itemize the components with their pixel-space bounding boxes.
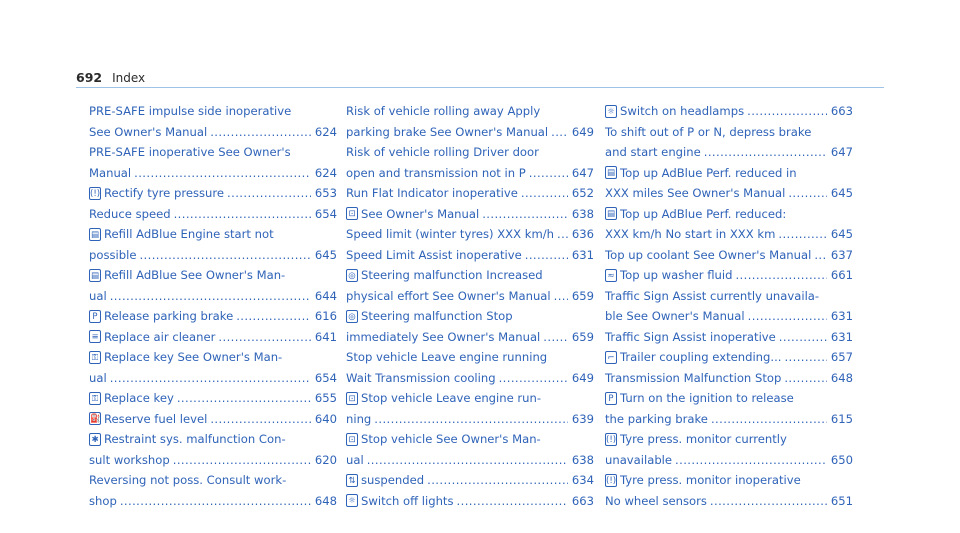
index-entry-text — [89, 470, 337, 491]
dot-leader — [457, 491, 568, 512]
entry-text: Replace key See Owner's Man- — [104, 350, 283, 364]
entry-text: Steering malfunction Increased — [361, 268, 543, 282]
index-entry-text — [346, 429, 594, 450]
entry-text: suspended — [361, 473, 425, 487]
page-reference[interactable]: 639 — [571, 411, 594, 426]
adblue-icon: ▤ — [90, 229, 100, 240]
index-entry-text — [346, 142, 594, 163]
entry-text: unavailable — [605, 452, 673, 467]
page-reference[interactable]: 663 — [830, 104, 853, 118]
dot-leader — [814, 245, 827, 266]
page-reference[interactable]: 631 — [571, 247, 594, 262]
steering-icon: ◎ — [346, 269, 358, 282]
tyre-pressure-icon: (!) — [90, 188, 101, 199]
entry-text: ning — [346, 411, 372, 426]
page-reference[interactable]: 659 — [571, 288, 594, 303]
page-reference[interactable]: 654 — [314, 370, 337, 385]
entry-text: Top up coolant See Owner's Manual — [605, 247, 812, 262]
entry-text: Speed Limit Assist inoperative — [346, 247, 522, 262]
page-reference[interactable]: 649 — [571, 124, 594, 139]
entry-text: Risk of vehicle rolling Driver door — [346, 145, 539, 159]
entry-text: Steering malfunction Stop — [361, 309, 513, 323]
dot-leader — [374, 409, 568, 430]
dot-leader — [110, 368, 311, 389]
index-entry-link[interactable] — [89, 491, 337, 512]
page-reference[interactable]: 645 — [830, 186, 853, 200]
page-reference[interactable]: 649 — [571, 370, 594, 385]
index-entry-text — [346, 388, 594, 409]
index-entry-text — [605, 122, 853, 143]
page-reference[interactable]: 631 — [830, 329, 853, 344]
dot-leader — [551, 122, 568, 143]
index-entry-link[interactable] — [89, 122, 337, 143]
entry-text: Top up washer fluid — [620, 268, 733, 282]
dot-leader — [710, 491, 827, 512]
dot-leader — [784, 347, 826, 368]
vehicle-icon: ⊡ — [346, 433, 358, 446]
index-entry-link[interactable] — [605, 245, 853, 266]
page-reference[interactable]: 648 — [830, 370, 853, 385]
page-reference[interactable]: 653 — [314, 186, 337, 200]
index-entry-link[interactable] — [346, 163, 594, 184]
entry-text: Speed limit (winter tyres) XXX km/h — [346, 227, 554, 241]
entry-text: Top up AdBlue Perf. reduced: — [620, 206, 787, 221]
dot-leader — [139, 245, 310, 266]
dot-leader — [210, 409, 311, 430]
index-entry-text — [605, 204, 853, 225]
index-entry-link[interactable] — [89, 368, 337, 389]
entry-text: See Owner's Manual — [361, 206, 480, 221]
page-reference[interactable]: 637 — [830, 247, 853, 262]
index-entry-link[interactable] — [605, 450, 853, 471]
page-reference[interactable]: 640 — [314, 411, 337, 426]
tyre-pressure-icon: (!) — [606, 434, 617, 445]
page-reference[interactable]: 652 — [571, 186, 594, 200]
dot-leader — [747, 101, 827, 122]
page-reference[interactable]: 634 — [571, 473, 594, 487]
dot-leader — [227, 183, 311, 204]
index-entry-link[interactable] — [89, 183, 337, 204]
entry-text: Stop vehicle Leave engine run- — [361, 391, 542, 405]
dot-leader — [711, 409, 827, 430]
entry-text: Rectify tyre pressure — [104, 186, 225, 200]
entry-text: ual — [89, 370, 107, 385]
entry-text: ual — [346, 452, 364, 467]
index-entry-link[interactable] — [605, 142, 853, 163]
index-entry-text — [605, 286, 853, 307]
index-entry-link[interactable] — [605, 183, 853, 204]
page-reference[interactable]: 638 — [571, 206, 594, 221]
washer-fluid-icon: ≈ — [605, 269, 617, 282]
dot-leader — [210, 122, 311, 143]
dot-leader — [236, 306, 311, 327]
dot-leader — [120, 491, 311, 512]
index-entry-link[interactable] — [89, 409, 337, 430]
index-entry-text — [346, 306, 594, 327]
dot-leader — [778, 224, 826, 245]
index-entry-link[interactable] — [605, 368, 853, 389]
dot-leader — [177, 388, 311, 409]
fuel-icon: ⛽ — [90, 414, 101, 425]
index-entry-text — [89, 429, 337, 450]
index-entry-link[interactable] — [605, 306, 853, 327]
entry-text: XXX km/h No start in XXX km — [605, 227, 776, 241]
page-reference[interactable]: 648 — [314, 493, 337, 508]
page-reference[interactable]: 663 — [571, 493, 594, 508]
entry-text: parking brake See Owner's Manual — [346, 124, 549, 139]
entry-text: physical effort See Owner's Manual — [346, 288, 551, 303]
dot-leader — [788, 183, 827, 204]
page-reference[interactable]: 645 — [830, 227, 853, 241]
entry-text: sult workshop — [89, 452, 170, 467]
entry-text: Run Flat Indicator inoperative — [346, 186, 518, 200]
dot-leader — [529, 163, 568, 184]
index-entry-link[interactable] — [605, 265, 853, 286]
entry-text: Reversing not poss. Consult work- — [89, 473, 287, 487]
entry-text: Reserve fuel level — [104, 411, 208, 426]
page-reference[interactable]: 647 — [571, 165, 594, 180]
dot-leader — [173, 450, 311, 471]
page-reference[interactable]: 624 — [314, 124, 337, 139]
index-entry-text — [89, 224, 337, 245]
index-entry-link[interactable] — [346, 122, 594, 143]
dot-leader — [134, 163, 311, 184]
dot-leader — [218, 327, 310, 348]
key-icon: ⚿ — [89, 351, 101, 364]
index-column-1 — [89, 101, 337, 511]
index-column-2 — [346, 101, 594, 511]
section-label: Index — [112, 71, 146, 85]
entry-text: Traffic Sign Assist currently unavaila- — [605, 288, 820, 303]
adblue-icon: ▤ — [606, 168, 616, 179]
page-reference[interactable]: 624 — [314, 165, 337, 180]
dot-leader — [704, 142, 827, 163]
index-entry-link[interactable] — [605, 101, 853, 122]
adblue-icon: ▤ — [606, 209, 616, 220]
index-entry-text — [89, 101, 337, 122]
dot-leader — [748, 306, 827, 327]
dot-leader — [543, 327, 568, 348]
entry-text: Switch on headlamps — [620, 104, 745, 118]
index-entry-link[interactable] — [89, 163, 337, 184]
index-entry-link[interactable] — [89, 286, 337, 307]
entry-text: Switch off lights — [361, 493, 454, 508]
index-entry-link[interactable] — [346, 204, 594, 225]
index-entry-link[interactable] — [346, 368, 594, 389]
entry-text: Replace key — [104, 391, 174, 405]
parking-brake-icon: P — [89, 310, 101, 323]
entry-text: PRE-SAFE impulse side inoperative — [89, 104, 292, 118]
dot-leader — [427, 470, 568, 491]
index-entry-text — [605, 470, 853, 491]
restraint-icon: ✱ — [89, 433, 101, 446]
index-entry-link[interactable] — [89, 306, 337, 327]
index-entry-link[interactable] — [605, 347, 853, 368]
entry-text: PRE-SAFE inoperative See Owner's — [89, 145, 291, 159]
entry-text: the parking brake — [605, 411, 708, 426]
index-entry-link[interactable] — [346, 470, 594, 491]
entry-text: and start engine — [605, 145, 701, 159]
entry-text: Reduce speed — [89, 206, 171, 221]
index-entry-link[interactable] — [89, 388, 337, 409]
entry-text: Tyre press. monitor currently — [620, 432, 787, 446]
page-number: 692 — [76, 70, 103, 85]
adblue-icon: ▤ — [90, 270, 100, 281]
parking-brake-icon: P — [605, 392, 617, 405]
entry-text: Traffic Sign Assist inoperative — [605, 329, 776, 344]
page-reference[interactable]: 615 — [830, 411, 853, 426]
entry-text: Tyre press. monitor inoperative — [620, 473, 801, 487]
page-reference[interactable]: 661 — [830, 268, 853, 282]
page-reference[interactable]: 616 — [314, 309, 337, 323]
page-reference[interactable]: 659 — [571, 329, 594, 344]
header-divider — [76, 87, 884, 88]
index-entry-link[interactable] — [89, 450, 337, 471]
lights-icon: ☼ — [346, 494, 358, 507]
page-reference[interactable]: 641 — [314, 329, 337, 344]
index-entry-text — [89, 347, 337, 368]
page-reference[interactable]: 655 — [314, 391, 337, 405]
page-reference[interactable]: 636 — [571, 227, 594, 241]
vehicle-icon: ⊡ — [346, 207, 358, 220]
steering-icon: ◎ — [346, 310, 358, 323]
page-reference[interactable]: 657 — [830, 350, 853, 364]
entry-text: See Owner's Manual — [89, 124, 208, 139]
dot-leader — [557, 224, 568, 245]
index-entry-link[interactable] — [89, 245, 337, 266]
index-entry-link[interactable] — [605, 491, 853, 512]
page-reference[interactable]: 644 — [314, 288, 337, 303]
dot-leader — [525, 245, 568, 266]
suspension-icon: ⇅ — [346, 474, 358, 487]
page-reference[interactable]: 651 — [830, 493, 853, 508]
page-reference[interactable]: 645 — [314, 247, 337, 262]
dot-leader — [174, 204, 311, 225]
page-reference[interactable]: 654 — [314, 206, 337, 221]
entry-text: Refill AdBlue Engine start not — [104, 227, 274, 241]
index-entry-link[interactable] — [89, 327, 337, 348]
index-entry-text — [346, 101, 594, 122]
entry-text: XXX miles See Owner's Manual — [605, 186, 786, 200]
entry-text: Top up AdBlue Perf. reduced in — [620, 165, 797, 180]
index-entry-link[interactable] — [346, 450, 594, 471]
index-entry-link[interactable] — [346, 491, 594, 512]
index-entry-text — [346, 347, 594, 368]
entry-text: Release parking brake — [104, 309, 234, 323]
entry-text: Replace air cleaner — [104, 329, 216, 344]
dot-leader — [735, 265, 826, 286]
dot-leader — [499, 368, 568, 389]
index-entry-text — [605, 163, 853, 184]
index-entry-link[interactable] — [346, 327, 594, 348]
dot-leader — [554, 286, 568, 307]
index-entry-text — [89, 142, 337, 163]
lights-icon: ☼ — [605, 105, 617, 118]
page-reference[interactable]: 631 — [830, 309, 853, 323]
entry-text: Stop vehicle Leave engine running — [346, 350, 548, 364]
trailer-icon: ⌐ — [605, 351, 617, 364]
entry-text: Manual — [89, 165, 132, 180]
dot-leader — [521, 183, 568, 204]
dot-leader — [482, 204, 568, 225]
entry-text: Stop vehicle See Owner's Man- — [361, 432, 541, 446]
entry-text: shop — [89, 493, 117, 508]
page-reference[interactable]: 638 — [571, 452, 594, 467]
dot-leader — [675, 450, 827, 471]
dot-leader — [110, 286, 311, 307]
entry-text: Refill AdBlue See Owner's Man- — [104, 268, 286, 282]
page-header — [76, 70, 145, 85]
air-filter-icon: ≡ — [89, 330, 101, 343]
dot-leader — [784, 368, 827, 389]
tyre-pressure-icon: (!) — [606, 475, 617, 486]
index-entry-link[interactable] — [89, 204, 337, 225]
page-reference[interactable]: 647 — [830, 145, 853, 159]
index-entry-text — [605, 429, 853, 450]
index-entry-link[interactable] — [605, 327, 853, 348]
page-reference[interactable]: 650 — [830, 452, 853, 467]
index-entry-text — [89, 265, 337, 286]
index-entry-link[interactable] — [605, 224, 853, 245]
key-icon: ⚿ — [89, 392, 101, 405]
entry-text: Risk of vehicle rolling away Apply — [346, 104, 541, 118]
entry-text: To shift out of P or N, depress brake — [605, 124, 812, 139]
dot-leader — [367, 450, 568, 471]
entry-text: Trailer coupling extending... — [620, 350, 782, 364]
index-entry-link[interactable] — [346, 245, 594, 266]
index-entry-link[interactable] — [605, 409, 853, 430]
index-column-3 — [605, 101, 853, 511]
vehicle-icon: ⊡ — [346, 392, 358, 405]
index-entry-link[interactable] — [346, 224, 594, 245]
entry-text: possible — [89, 247, 137, 262]
page-reference[interactable]: 620 — [314, 452, 337, 467]
entry-text: ble See Owner's Manual — [605, 309, 745, 323]
entry-text: Turn on the ignition to release — [620, 391, 794, 405]
entry-text: No wheel sensors — [605, 493, 707, 508]
entry-text: immediately See Owner's Manual — [346, 329, 541, 344]
entry-text: Transmission Malfunction Stop — [605, 370, 782, 385]
index-entry-text — [605, 388, 853, 409]
entry-text: open and transmission not in P — [346, 165, 526, 180]
index-entry-link[interactable] — [346, 183, 594, 204]
entry-text: ual — [89, 288, 107, 303]
dot-leader — [779, 327, 827, 348]
entry-text: Wait Transmission cooling — [346, 370, 496, 385]
index-entry-link[interactable] — [346, 286, 594, 307]
index-entry-link[interactable] — [346, 409, 594, 430]
index-entry-text — [346, 265, 594, 286]
entry-text: Restraint sys. malfunction Con- — [104, 432, 286, 446]
